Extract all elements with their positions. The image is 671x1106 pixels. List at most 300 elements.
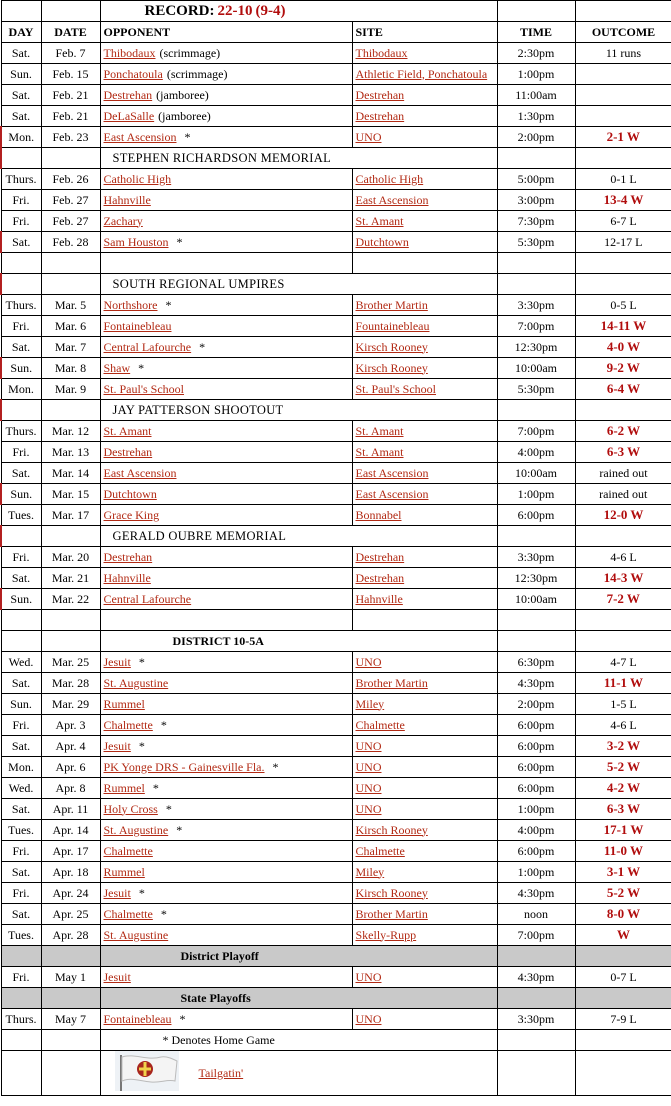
day-cell: Tues. <box>1 925 41 946</box>
header-row <box>1 22 671 43</box>
opponent-link[interactable]: Destrehan <box>103 444 153 459</box>
playoff-title: District Playoff <box>100 946 497 967</box>
time-cell: 5:30pm <box>497 379 575 400</box>
site-link[interactable]: Destrehan <box>355 87 405 102</box>
opponent-link[interactable]: Hahnville <box>103 570 151 585</box>
time-cell: 1:00pm <box>497 799 575 820</box>
site-cell <box>352 694 497 715</box>
site-cell <box>352 442 497 463</box>
site-link[interactable]: Destrehan <box>355 549 405 564</box>
date-cell: Mar. 22 <box>41 589 100 610</box>
opponent-link[interactable]: Ponchatoula <box>103 66 163 81</box>
opponent-cell <box>100 904 352 925</box>
section-row <box>1 526 671 547</box>
time-cell: 7:00pm <box>497 925 575 946</box>
site-link[interactable]: St. Amant <box>355 423 404 438</box>
date-cell: May 1 <box>41 967 100 988</box>
date-cell: Feb. 28 <box>41 232 100 253</box>
opponent-cell <box>100 379 352 400</box>
time-cell: 2:00pm <box>497 127 575 148</box>
section-spacer <box>497 631 575 652</box>
legend-spacer <box>41 1030 100 1051</box>
opponent-link[interactable]: PK Yonge DRS - Gainesville Fla. <box>103 759 265 774</box>
outcome-cell: 0-1 L <box>575 169 671 190</box>
time-cell: 2:00pm <box>497 694 575 715</box>
blank-cell <box>575 610 671 631</box>
day-cell: Wed. <box>1 778 41 799</box>
site-link[interactable]: UNO <box>355 738 382 753</box>
day-cell: Sun. <box>1 589 41 610</box>
site-link[interactable]: UNO <box>355 780 382 795</box>
outcome-cell <box>575 190 671 211</box>
opponent-link[interactable]: Sam Houston <box>103 234 169 249</box>
game-note: * <box>199 339 206 354</box>
game-note: (jamboree) <box>156 87 209 102</box>
opponent-cell <box>100 841 352 862</box>
site-link[interactable]: Bonnabel <box>355 507 402 522</box>
time-cell: 1:00pm <box>497 484 575 505</box>
site-link[interactable]: Destrehan <box>355 570 405 585</box>
date-cell: Feb. 21 <box>41 85 100 106</box>
site-link[interactable]: St. Amant <box>355 444 404 459</box>
time-cell: 6:30pm <box>497 652 575 673</box>
game-row <box>1 43 671 64</box>
site-link[interactable]: Hahnville <box>355 591 403 606</box>
site-cell <box>352 673 497 694</box>
section-row <box>1 274 671 295</box>
date-cell: Apr. 4 <box>41 736 100 757</box>
date-cell: Mar. 15 <box>41 484 100 505</box>
outcome-cell <box>575 778 671 799</box>
opponent-link[interactable]: Jesuit <box>103 885 131 900</box>
site-link[interactable]: Kirsch Rooney <box>355 822 428 837</box>
opponent-link[interactable]: St. Augustine <box>103 675 169 690</box>
site-cell <box>352 211 497 232</box>
outcome-cell: 1-5 L <box>575 694 671 715</box>
date-cell: Apr. 3 <box>41 715 100 736</box>
game-row <box>1 904 671 925</box>
flag-spacer <box>1 1051 41 1096</box>
opponent-cell <box>100 295 352 316</box>
site-link[interactable]: UNO <box>355 969 382 984</box>
section-spacer <box>41 526 100 547</box>
section-spacer <box>575 526 671 547</box>
site-cell <box>352 799 497 820</box>
day-cell: Fri. <box>1 883 41 904</box>
time-cell: 4:30pm <box>497 883 575 904</box>
section-spacer <box>41 148 100 169</box>
opponent-link[interactable]: St. Paul's School <box>103 381 185 396</box>
opponent-cell <box>100 967 352 988</box>
blank-cell <box>41 253 100 274</box>
opponent-link[interactable]: St. Amant <box>103 423 152 438</box>
opponent-link[interactable]: Destrehan <box>103 549 153 564</box>
win-result: 6-2 W <box>606 423 641 438</box>
site-link[interactable]: UNO <box>355 801 382 816</box>
site-link[interactable]: Kirsch Rooney <box>355 339 428 354</box>
outcome-cell <box>575 568 671 589</box>
date-cell: Mar. 14 <box>41 463 100 484</box>
site-link[interactable]: UNO <box>355 129 382 144</box>
header-time: TIME <box>497 22 575 43</box>
section-spacer <box>575 400 671 421</box>
opponent-link[interactable]: Thibodaux <box>103 45 156 60</box>
game-row <box>1 484 671 505</box>
win-result: 4-2 W <box>606 780 641 795</box>
outcome-cell: 12-17 L <box>575 232 671 253</box>
outcome-cell <box>575 673 671 694</box>
site-link[interactable]: Brother Martin <box>355 906 428 921</box>
opponent-cell <box>100 652 352 673</box>
opponent-cell <box>100 778 352 799</box>
date-cell: Apr. 24 <box>41 883 100 904</box>
site-cell <box>352 652 497 673</box>
game-row <box>1 64 671 85</box>
section-row <box>1 631 671 652</box>
opponent-cell <box>100 883 352 904</box>
opponent-cell <box>100 442 352 463</box>
opponent-cell <box>100 106 352 127</box>
opponent-cell <box>100 568 352 589</box>
opponent-link[interactable]: DeLaSalle <box>103 108 155 123</box>
section-row <box>1 148 671 169</box>
opponent-link[interactable]: Northshore <box>103 297 158 312</box>
site-cell <box>352 127 497 148</box>
date-cell: Mar. 5 <box>41 295 100 316</box>
opponent-link[interactable]: Hahnville <box>103 192 151 207</box>
day-cell: Fri. <box>1 547 41 568</box>
opponent-cell <box>100 799 352 820</box>
game-note: * <box>165 801 172 816</box>
win-result: 13-4 W <box>603 192 644 207</box>
time-cell: 10:00am <box>497 589 575 610</box>
game-row <box>1 1009 671 1030</box>
header-outcome: OUTCOME <box>575 22 671 43</box>
day-cell: Sat. <box>1 862 41 883</box>
day-cell: Thurs. <box>1 295 41 316</box>
outcome-cell <box>575 883 671 904</box>
game-row <box>1 169 671 190</box>
site-link[interactable]: Chalmette <box>355 843 405 858</box>
site-link[interactable]: Dutchtown <box>355 234 409 249</box>
win-result: 8-0 W <box>606 906 641 921</box>
section-spacer <box>41 274 100 295</box>
blank-cell <box>352 253 497 274</box>
day-cell: Thurs. <box>1 1009 41 1030</box>
site-cell <box>352 232 497 253</box>
site-cell <box>352 295 497 316</box>
date-cell: Apr. 28 <box>41 925 100 946</box>
gray-spacer <box>497 988 575 1009</box>
section-title: SOUTH REGIONAL UMPIRES <box>100 274 497 295</box>
time-cell: 6:00pm <box>497 715 575 736</box>
game-row <box>1 925 671 946</box>
site-link[interactable]: Miley <box>355 864 385 879</box>
opponent-link[interactable]: Zachary <box>103 213 143 228</box>
outcome-cell <box>575 841 671 862</box>
opponent-link[interactable]: Fontainebleau <box>103 318 172 333</box>
game-row <box>1 379 671 400</box>
opponent-link[interactable]: Catholic High <box>103 171 172 186</box>
date-cell: Mar. 6 <box>41 316 100 337</box>
date-cell: Apr. 18 <box>41 862 100 883</box>
time-cell: 3:00pm <box>497 190 575 211</box>
blank-cell <box>575 253 671 274</box>
opponent-link[interactable]: East Ascension <box>103 465 177 480</box>
game-row <box>1 505 671 526</box>
outcome-cell <box>575 820 671 841</box>
opponent-link[interactable]: Holy Cross <box>103 801 158 816</box>
opponent-cell <box>100 421 352 442</box>
day-cell: Wed. <box>1 652 41 673</box>
section-spacer <box>575 631 671 652</box>
game-note: * <box>160 906 167 921</box>
site-link[interactable]: St. Amant <box>355 213 404 228</box>
site-link[interactable]: Miley <box>355 696 385 711</box>
win-result: 7-2 W <box>606 591 640 606</box>
outcome-cell: rained out <box>575 484 671 505</box>
win-result: 14-11 W <box>600 318 647 333</box>
game-note: * <box>176 822 183 837</box>
site-link[interactable]: UNO <box>355 1011 382 1026</box>
opponent-cell <box>100 547 352 568</box>
outcome-cell <box>575 127 671 148</box>
day-cell: Fri. <box>1 715 41 736</box>
section-spacer <box>497 526 575 547</box>
site-link[interactable]: East Ascension <box>355 465 429 480</box>
opponent-link[interactable]: Destrehan <box>103 87 153 102</box>
site-cell <box>352 862 497 883</box>
game-note: (scrimmage) <box>166 66 228 81</box>
gray-spacer <box>575 988 671 1009</box>
section-spacer <box>1 274 41 295</box>
section-spacer <box>575 274 671 295</box>
game-row <box>1 568 671 589</box>
date-cell: Mar. 28 <box>41 673 100 694</box>
outcome-cell: 4-6 L <box>575 715 671 736</box>
opponent-link[interactable]: Rummel <box>103 864 145 879</box>
site-link[interactable]: Destrehan <box>355 108 405 123</box>
day-cell: Fri. <box>1 211 41 232</box>
time-cell: 2:30pm <box>497 43 575 64</box>
opponent-cell <box>100 316 352 337</box>
site-link[interactable]: Kirsch Rooney <box>355 360 428 375</box>
opponent-link[interactable]: Central Lafourche <box>103 339 192 354</box>
date-cell: Apr. 17 <box>41 841 100 862</box>
time-cell: 3:30pm <box>497 295 575 316</box>
opponent-cell <box>100 673 352 694</box>
time-cell: 1:00pm <box>497 64 575 85</box>
day-cell: Sun. <box>1 358 41 379</box>
outcome-cell <box>575 505 671 526</box>
game-row <box>1 190 671 211</box>
site-link[interactable]: Brother Martin <box>355 675 428 690</box>
opponent-link[interactable]: Jesuit <box>103 738 131 753</box>
site-link[interactable]: Catholic High <box>355 171 424 186</box>
game-row <box>1 820 671 841</box>
time-cell: 1:00pm <box>497 862 575 883</box>
header-date: DATE <box>41 22 100 43</box>
tailgate-cell <box>100 1051 497 1096</box>
opponent-link[interactable]: Jesuit <box>103 969 131 984</box>
tailgatin-link[interactable]: Tailgatin' <box>198 1065 244 1080</box>
site-link[interactable]: Thibodaux <box>355 45 408 60</box>
day-cell: Fri. <box>1 967 41 988</box>
opponent-cell <box>100 484 352 505</box>
time-cell: 12:30pm <box>497 568 575 589</box>
day-cell: Sat. <box>1 463 41 484</box>
time-cell: 4:00pm <box>497 820 575 841</box>
section-spacer <box>497 274 575 295</box>
opponent-link[interactable]: Rummel <box>103 696 145 711</box>
outcome-cell <box>575 799 671 820</box>
gray-spacer <box>41 988 100 1009</box>
opponent-link[interactable]: Dutchtown <box>103 486 157 501</box>
section-row <box>1 400 671 421</box>
day-cell: Sat. <box>1 568 41 589</box>
date-cell: Mar. 12 <box>41 421 100 442</box>
opponent-cell <box>100 337 352 358</box>
opponent-cell <box>100 757 352 778</box>
date-cell: Mar. 13 <box>41 442 100 463</box>
time-cell: 12:30pm <box>497 337 575 358</box>
date-cell: Feb. 15 <box>41 64 100 85</box>
day-cell: Sat. <box>1 85 41 106</box>
game-row <box>1 673 671 694</box>
site-cell <box>352 169 497 190</box>
site-link[interactable]: UNO <box>355 759 382 774</box>
outcome-cell <box>575 736 671 757</box>
outcome-cell <box>575 862 671 883</box>
time-cell: noon <box>497 904 575 925</box>
outcome-cell <box>575 379 671 400</box>
game-note: * <box>152 780 159 795</box>
site-link[interactable]: Athletic Field, Ponchatoula <box>355 66 488 81</box>
site-cell <box>352 547 497 568</box>
opponent-link[interactable]: Central Lafourche <box>103 591 192 606</box>
win-result: 6-3 W <box>606 801 641 816</box>
site-link[interactable]: East Ascension <box>355 192 429 207</box>
time-cell: 3:30pm <box>497 1009 575 1030</box>
game-row <box>1 694 671 715</box>
header-opponent: OPPONENT <box>100 22 352 43</box>
win-result: 12-0 W <box>603 507 644 522</box>
date-cell: Apr. 14 <box>41 820 100 841</box>
date-cell: Mar. 29 <box>41 694 100 715</box>
game-row <box>1 232 671 253</box>
game-row <box>1 652 671 673</box>
header-site: SITE <box>352 22 497 43</box>
opponent-link[interactable]: Jesuit <box>103 654 131 669</box>
opponent-link[interactable]: Grace King <box>103 507 160 522</box>
date-cell: May 7 <box>41 1009 100 1030</box>
gray-spacer <box>41 946 100 967</box>
section-spacer <box>575 148 671 169</box>
date-cell: Feb. 27 <box>41 211 100 232</box>
day-cell: Mon. <box>1 757 41 778</box>
playoff-header-row <box>1 988 671 1009</box>
date-cell: Feb. 26 <box>41 169 100 190</box>
day-cell: Sat. <box>1 736 41 757</box>
opponent-cell <box>100 43 352 64</box>
opponent-link[interactable]: St. Augustine <box>103 822 169 837</box>
site-cell <box>352 883 497 904</box>
time-cell: 11:00am <box>497 85 575 106</box>
opponent-link[interactable]: Fontainebleau <box>103 1011 172 1026</box>
site-link[interactable]: Skelly-Rupp <box>355 927 417 942</box>
site-cell <box>352 190 497 211</box>
blank-row <box>1 610 671 631</box>
record-overall: 22-10 <box>217 2 253 19</box>
site-link[interactable]: UNO <box>355 654 382 669</box>
win-result: 9-2 W <box>606 360 640 375</box>
site-link[interactable]: Brother Martin <box>355 297 428 312</box>
record-label: RECORD: <box>144 2 215 19</box>
day-cell: Fri. <box>1 841 41 862</box>
section-spacer <box>1 400 41 421</box>
outcome-cell: 0-5 L <box>575 295 671 316</box>
outcome-cell <box>575 337 671 358</box>
time-cell: 7:00pm <box>497 316 575 337</box>
win-result: 6-3 W <box>606 444 641 459</box>
site-link[interactable]: St. Paul's School <box>355 381 437 396</box>
win-result: 3-2 W <box>606 738 641 753</box>
outcome-cell: 6-7 L <box>575 211 671 232</box>
opponent-link[interactable]: Chalmette <box>103 906 153 921</box>
site-cell <box>352 715 497 736</box>
game-row <box>1 589 671 610</box>
game-row <box>1 715 671 736</box>
opponent-link[interactable]: East Ascension <box>103 129 177 144</box>
flag-spacer <box>41 1051 100 1096</box>
blank-cell <box>100 610 352 631</box>
opponent-cell <box>100 463 352 484</box>
site-cell <box>352 904 497 925</box>
opponent-cell <box>100 169 352 190</box>
day-cell: Tues. <box>1 820 41 841</box>
outcome-cell: 4-6 L <box>575 547 671 568</box>
opponent-link[interactable]: Chalmette <box>103 843 153 858</box>
opponent-link[interactable]: Rummel <box>103 780 145 795</box>
outcome-cell <box>575 106 671 127</box>
game-row <box>1 736 671 757</box>
day-cell: Tues. <box>1 505 41 526</box>
site-link[interactable]: Kirsch Rooney <box>355 885 428 900</box>
time-cell: 6:00pm <box>497 757 575 778</box>
site-cell <box>352 421 497 442</box>
game-note: (jamboree) <box>158 108 211 123</box>
gray-spacer <box>497 946 575 967</box>
opponent-cell <box>100 127 352 148</box>
opponent-link[interactable]: Shaw <box>103 360 131 375</box>
site-link[interactable]: Chalmette <box>355 717 405 732</box>
gray-spacer <box>1 946 41 967</box>
legend-spacer <box>1 1030 41 1051</box>
win-result: 11-0 W <box>603 843 644 858</box>
win-result: W <box>617 927 630 942</box>
cross-flag-icon <box>115 1051 179 1095</box>
game-row <box>1 337 671 358</box>
game-row <box>1 463 671 484</box>
site-link[interactable]: East Ascension <box>355 486 429 501</box>
opponent-link[interactable]: St. Augustine <box>103 927 169 942</box>
opponent-link[interactable]: Chalmette <box>103 717 153 732</box>
time-cell: 6:00pm <box>497 505 575 526</box>
outcome-cell: 0-7 L <box>575 967 671 988</box>
site-link[interactable]: Fountainebleau <box>355 318 430 333</box>
win-result: 6-4 W <box>606 381 641 396</box>
section-title: DISTRICT 10-5A <box>100 631 497 652</box>
